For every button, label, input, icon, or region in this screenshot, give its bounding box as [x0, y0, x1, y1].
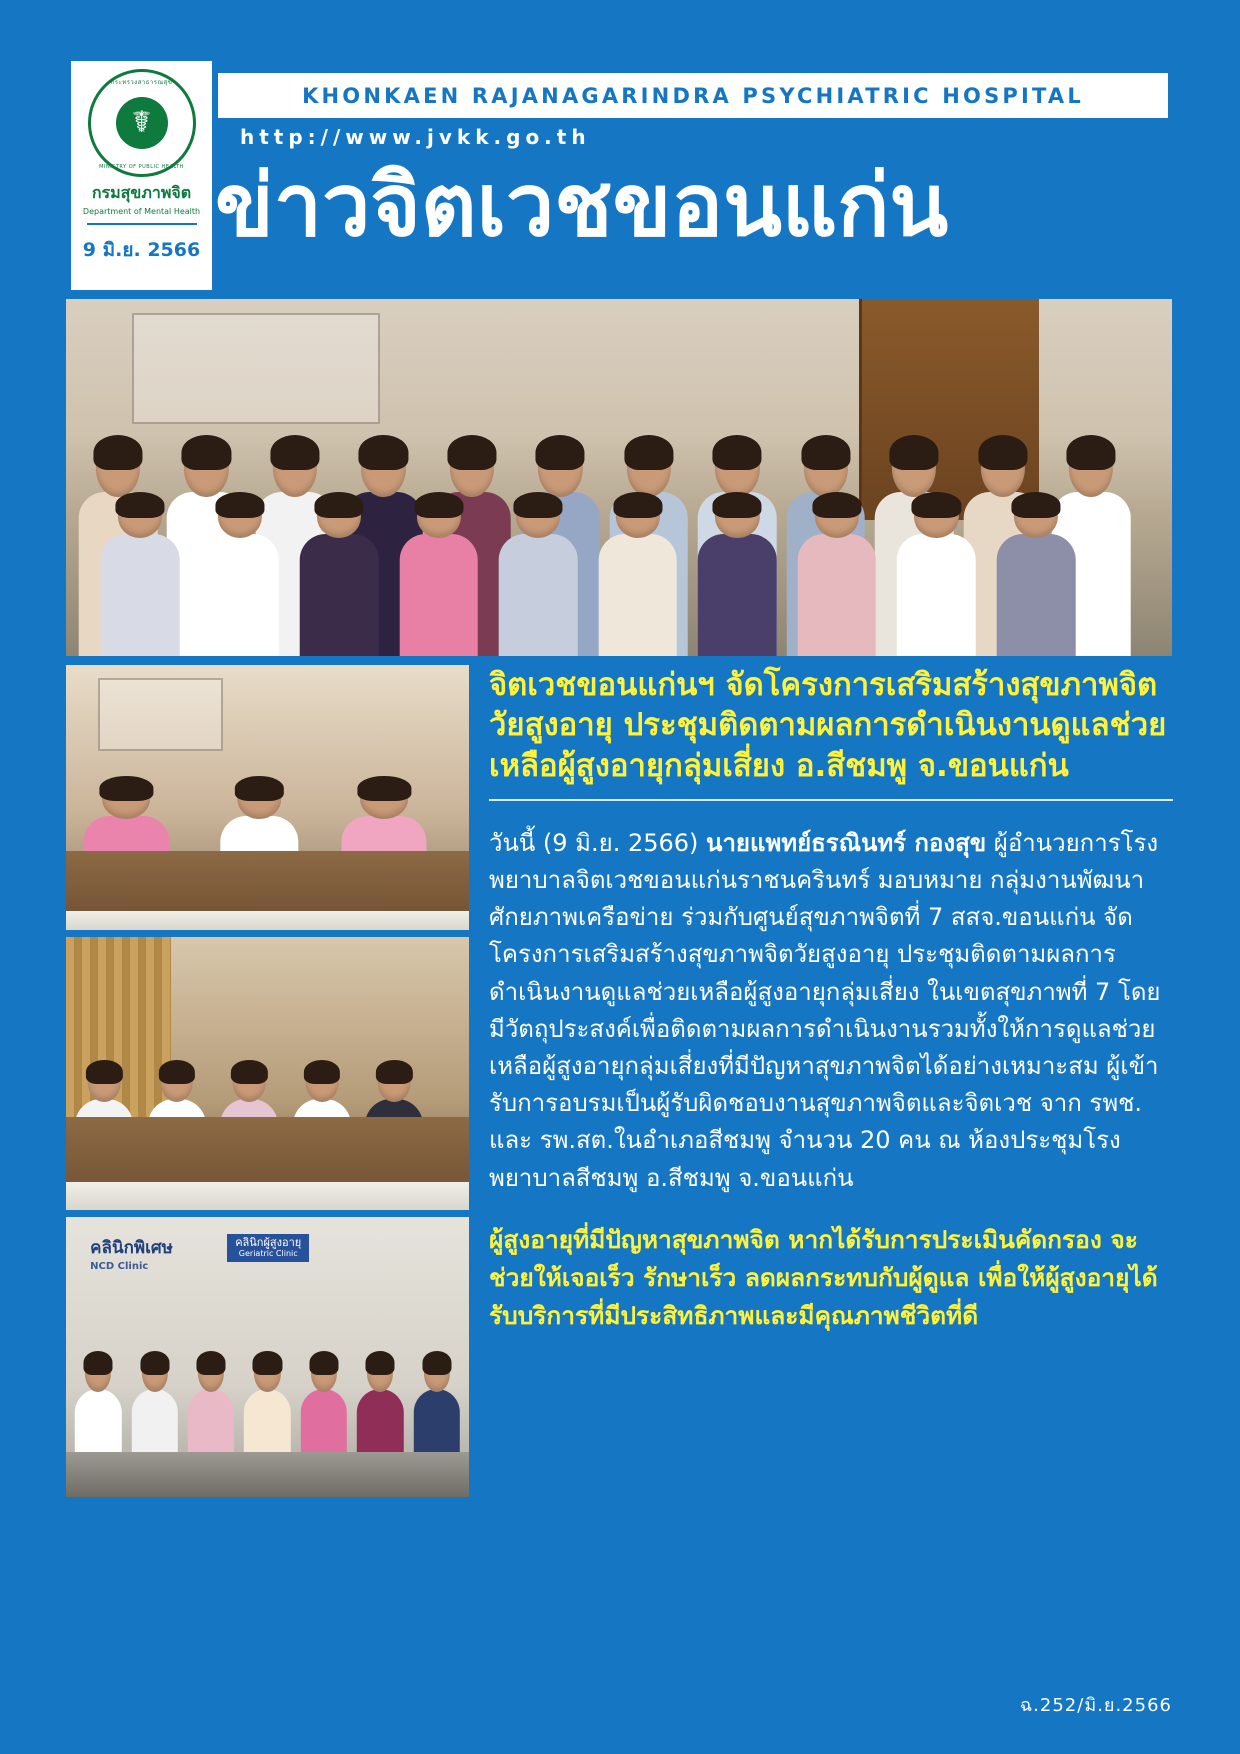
clinic-photo-3 — [66, 1217, 469, 1497]
department-name-th: กรมสุขภาพจิต — [91, 183, 192, 202]
article-lead-date: วันนี้ (9 มิ.ย. 2566) — [489, 828, 707, 857]
wall-panel — [132, 313, 379, 424]
article-column — [489, 665, 1173, 1359]
meeting-table — [66, 851, 469, 931]
meeting-photo-2 — [66, 937, 469, 1210]
geriatric-sign-th: คลินิกผู้สูงอายุ — [235, 1235, 302, 1249]
logo-divider — [87, 223, 197, 225]
clinic-sign — [90, 1234, 173, 1272]
clinic-sign-en: NCD Clinic — [90, 1260, 149, 1272]
issue-number: ฉ.252/มิ.ย.2566 — [1019, 1695, 1172, 1716]
issue-date-badge: 9 มิ.ย. 2566 — [82, 239, 201, 261]
emblem-ring-top-text: กระทรวงสาธารณสุข — [110, 79, 173, 86]
meeting-photo-1 — [66, 665, 469, 930]
floor — [66, 1452, 469, 1497]
meeting-table — [66, 1117, 469, 1210]
clinic-sign-th: คลินิกพิเศษ — [90, 1237, 173, 1258]
article-lead-name: นายแพทย์ธรณินทร์ กองสุข — [706, 828, 987, 857]
people-row-front — [66, 492, 1172, 656]
page-header — [0, 0, 1240, 322]
article-headline: จิตเวชขอนแก่นฯ จัดโครงการเสริมสร้างสุขภาพจิตวัยสูงอายุ ประชุมติดตามผลการดำเนินงานดูแลช่วยเหลือผู้สูงอายุกลุ่มเสี่ยง อ.สีชมพู จ.ขอนแก่น — [489, 667, 1167, 784]
masthead-title: ข่าวจิตเวชขอนแก่น — [215, 156, 949, 256]
article-body — [489, 825, 1173, 1197]
geriatric-clinic-sign — [227, 1234, 309, 1262]
ministry-logo-box — [71, 61, 212, 290]
website-url[interactable]: http://www.jvkk.go.th — [240, 125, 591, 149]
article-closing: ผู้สูงอายุที่มีปัญหาสุขภาพจิต หากได้รับการประเมินคัดกรอง จะช่วยให้เจอเร็ว รักษาเร็ว ลดผลกระทบกับผู้ดูแล เพื่อให้ผู้สูงอายุได้รับบริการที่มีประสิทธิภาพและมีคุณภาพชีวิตที่ดี — [489, 1224, 1158, 1330]
department-name-en: Department of Mental Health — [82, 207, 201, 216]
ministry-emblem-icon — [88, 69, 196, 177]
group-photo-main — [66, 299, 1172, 656]
hospital-name-text: KHONKAEN RAJANAGARINDRA PSYCHIATRIC HOSPITAL — [302, 83, 1084, 108]
emblem-ring-bottom-text: MINISTRY OF PUBLIC HEALTH — [99, 164, 184, 170]
article-body-text: ผู้อำนวยการโรงพยาบาลจิตเวชขอนแก่นราชนครินทร์ มอบหมาย กลุ่มงานพัฒนาศักยภาพเครือข่าย ร่วมกับศูนย์สุขภาพจิตที่ 7 สสจ.ขอนแก่น จัดโครงการเสริมสร้างสุขภาพจิตวัยสูงอายุ ประชุมติดตามผลการดำเนินงานดูแลช่วยเหลือผู้สูงอายุกลุ่มเสี่ยง ในเขตสุขภาพที่ 7 โดยมีวัตถุประสงค์เพื่อติดตามผลการดำเนินงานรวมทั้งให้การดูแลช่วยเหลือผู้สูงอายุกลุ่มเสี่ยงที่มีปัญหาสุขภาพจิตได้อย่างเหมาะสม ผู้เข้ารับการอบรมเป็นผู้รับผิดชอบงานสุขภาพจิตและจิตเวช จาก รพช. และ รพ.สต.ในอำเภอสีชมพู จำนวน 20 คน ณ ห้องประชุมโรงพยาบาลสีชมพู อ.สีชมพู จ.ขอนแก่น — [489, 828, 1161, 1192]
caduceus-icon: ☤ — [116, 97, 168, 149]
hospital-name-bar — [218, 73, 1168, 118]
geriatric-sign-en: Geriatric Clinic — [238, 1249, 298, 1259]
headline-divider — [489, 799, 1173, 801]
